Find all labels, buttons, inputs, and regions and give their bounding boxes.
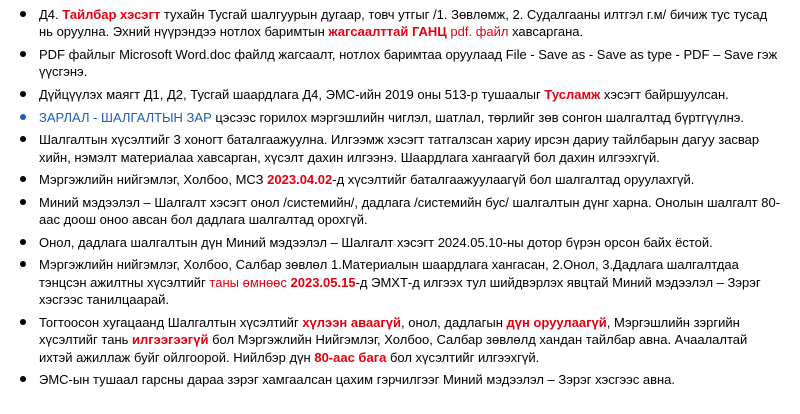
highlight-text: дүн оруулаагүй (506, 314, 607, 330)
text-segment: -д ЭМХТ-д илгээх тул шийдвэрлэх явцтай Миний мэдээлэл – Зэрэг хэсгээс танилцаарай. (39, 274, 761, 308)
highlight-text: Тайлбар хэсэгт (62, 7, 161, 22)
bullet-dot-icon (20, 114, 26, 120)
text-segment: Мэргэжлийн нийгэмлэг, Холбоо, Салбар зөвлөл 1.Материалын шаардлага хангасан, 2.Онол, 3.Дадлага шалгалтдаа тэнцсэн ажилтны хүсэлтийг (39, 257, 739, 290)
text-segment: -д хүсэлтийг баталгаажуулаагүй бол шалгалтад оруулахгүй. (332, 172, 695, 188)
text-segment: бол Мэргэжлийн Нийгэмлэг, Холбоо, Салбар зөвлөлд хандан тайлбар авна. Ачаалалтай ихтэй ажиллаж буйг ойлгоорой. Нийлбэр дүн (39, 332, 748, 365)
bullet-dot-icon (20, 136, 26, 142)
bullet-item (20, 314, 780, 366)
bullet-item (20, 6, 780, 41)
text-segment: Миний мэдээлэл – Шалгалт хэсэгт онол /системийн/, дадлага /системийн бус/ шалгалтын дүнг харна. Онолын шалгалт 80-аас доош оноо авсан бол дадлага шалгалтад орохгүй. (39, 194, 781, 228)
text-segment: бол хүсэлтийг илгээхгүй. (386, 349, 540, 365)
bullet-dot-icon (20, 261, 26, 267)
bullet-item (20, 46, 780, 81)
text-segment: цэсээс горилох мэргэшлийн чиглэл, шатлал, төрлийг зөв сонгон шалгалтад бүртгүүлнэ. (211, 109, 744, 125)
bullet-text (39, 109, 780, 126)
bullet-item (20, 109, 780, 126)
bullet-item (20, 131, 780, 166)
bullet-dot-icon (20, 199, 26, 205)
text-segment: Онол, дадлага шалгалтын дүн Миний мэдээлэл – Шалгалт хэсэгт 2024.05.10-ны дотор бүрэн орсон байх ёстой. (39, 234, 713, 250)
text-segment: хэсэгт байршуулсан. (600, 87, 729, 102)
bullet-item (20, 256, 780, 308)
instruction-list (20, 6, 780, 389)
highlight-text: таны өмнөөс (209, 274, 291, 290)
bullet-text (39, 171, 780, 188)
bullet-text (39, 314, 780, 366)
text-segment: Тогтоосон хугацаанд Шалгалтын хүсэлтийг (39, 314, 303, 330)
highlight-text: илгээгээгүй (132, 332, 209, 348)
menu-link[interactable]: ЗАРЛАЛ - ШАЛГАЛТЫН ЗАР (39, 109, 212, 125)
highlight-text: pdf. файл (446, 24, 509, 40)
highlight-text: жагсаалттай ГАНЦ (328, 24, 447, 40)
bullet-text (39, 131, 780, 166)
bullet-text (39, 6, 780, 41)
bullet-item (20, 171, 780, 188)
highlight-text: хүлээн аваагүй (302, 314, 401, 330)
bullet-dot-icon (20, 319, 26, 325)
bullet-dot-icon (20, 239, 26, 245)
text-segment: PDF файлыг Microsoft Word.doc файлд жагсаалт, нотлох баримтаа оруулаад File - Save as - Save as type - PDF – Save гэж үүсгэнэ. (39, 47, 778, 80)
bullet-dot-icon (20, 376, 26, 382)
highlight-text: 80-аас бага (314, 349, 387, 365)
bullet-item (20, 194, 780, 229)
bullet-item (20, 371, 780, 388)
highlight-text: 2023.04.02 (267, 172, 333, 188)
text-segment: Шалгалтын хүсэлтийг 3 хоногт баталгаажуулна. Илгээмж хэсэгт татгалзсан хариу ирсэн дариу тайлбарын дагуу засвар хийн, нэмэлт материалаа хавсарган, хүсэлт дахин илгээнэ. Шаардлага хангаагүй бол дахин илгээхгүй. (39, 132, 760, 165)
bullet-text (39, 256, 780, 308)
text-segment: ЭМС-ын тушаал гарсны дараа зэрэг хамгаалсан цахим гэрчилгээг Миний мэдээлэл – Зэрэг хэсгээс авна. (39, 372, 676, 388)
bullet-item (20, 86, 780, 103)
bullet-dot-icon (20, 91, 26, 97)
bullet-text (39, 371, 780, 388)
highlight-text: 2023.05.15 (290, 274, 356, 290)
text-segment: тухайн Тусгай шалгуурын дугаар, товч утгыг /1. Зөвлөмж, 2. Судалгааны илтгэл г.м/ бичиж тус тусад нь оруулна. Эхний нүүрэндээ нотлох баримтын (39, 7, 768, 40)
text-segment: Дүйцүүлэх маягт Д1, Д2, Тусгай шаардлага Д4, ЭМС-ийн 2019 оны 513-р тушаалыг (39, 87, 545, 102)
bullet-dot-icon (20, 51, 26, 57)
bullet-text (39, 194, 780, 229)
text-segment: Мэргэжлийн нийгэмлэг, Холбоо, МСЗ (39, 172, 268, 188)
bullet-text (39, 46, 780, 81)
text-segment: Д4. (39, 7, 63, 22)
text-segment: , онол, дадлагын (401, 314, 507, 330)
bullet-item (20, 234, 780, 251)
bullet-text (39, 86, 780, 103)
bullet-text (39, 234, 780, 251)
highlight-text: Тусламж (544, 87, 601, 102)
bullet-dot-icon (20, 176, 26, 182)
bullet-dot-icon (20, 11, 26, 17)
text-segment: хавсаргана. (508, 24, 584, 40)
text-segment: , Мэргэшлийн зэргийн хүсэлтийг тань (39, 314, 740, 348)
